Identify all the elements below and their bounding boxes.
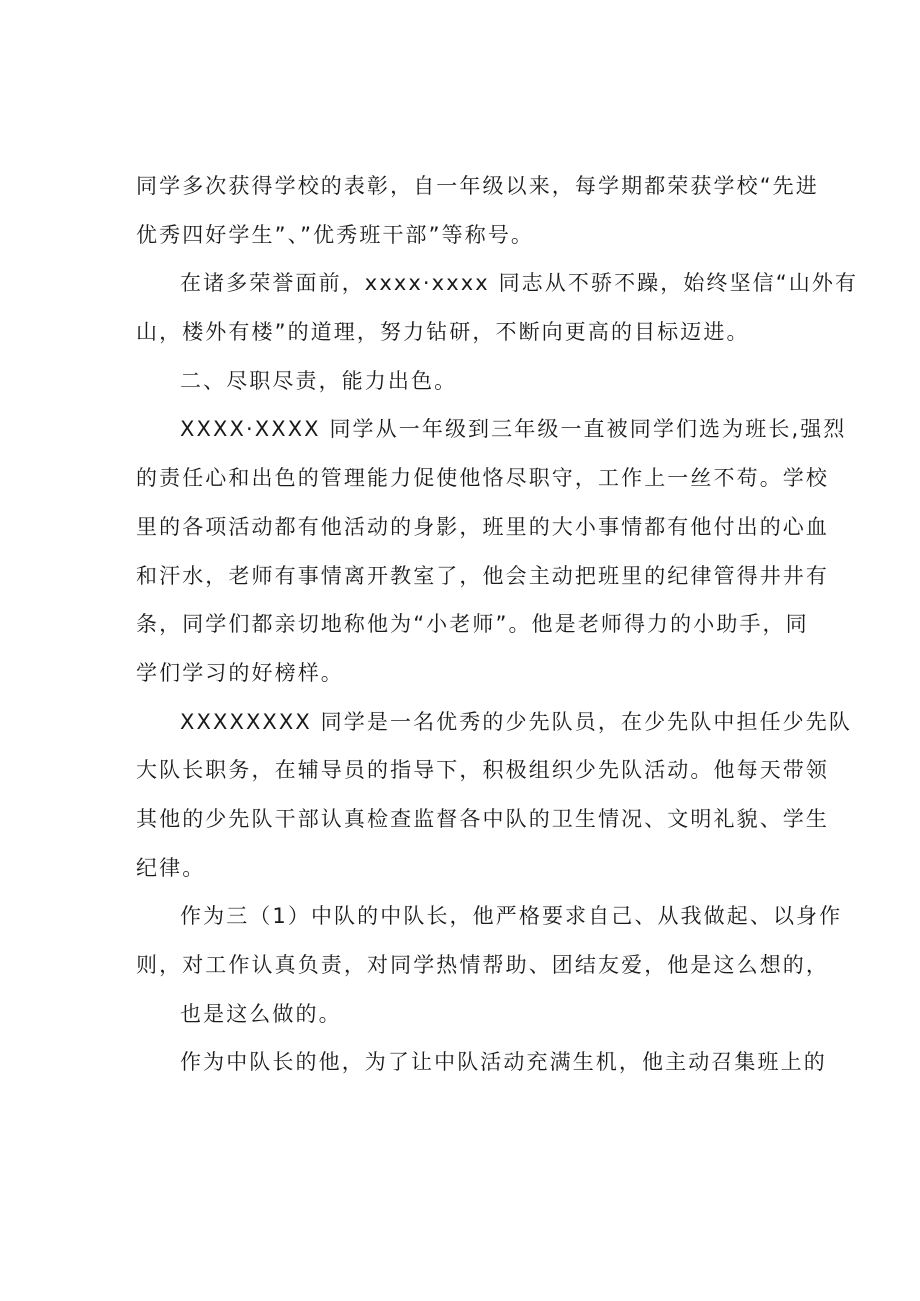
paragraph-p4 bbox=[136, 411, 847, 703]
text-line: 和汗水，老师有事情离开教室了，他会主动把班里的纪律管得井井有 bbox=[136, 563, 829, 588]
text-line: 在诸多荣誉面前，xxxx·xxxx 同志从不骄不躁，始终坚信“山外有 bbox=[180, 271, 859, 296]
paragraph-p5 bbox=[136, 704, 852, 899]
text-line: 纪律。 bbox=[136, 855, 206, 880]
text-line: 同学多次获得学校的表彰，自一年级以来，每学期都荣获学校“先进 bbox=[136, 174, 819, 198]
paragraph-p2 bbox=[136, 265, 859, 362]
text-line: 也是这么做的。 bbox=[180, 1001, 342, 1026]
text-line: 优秀四好学生”、”优秀班干部”等称号。 bbox=[136, 222, 535, 247]
text-line: XXXXXXXX 同学是一名优秀的少先队员，在少先队中担任少先队 bbox=[180, 709, 852, 734]
text-line: 作为中队长的他，为了让中队活动充满生机，他主动召集班上的 bbox=[180, 1050, 827, 1075]
paragraph-p7 bbox=[136, 1044, 827, 1093]
section-heading: 二、尽职尽责，能力出色。 bbox=[180, 368, 458, 393]
text-line: 作为三（1）中队的中队长，他严格要求自己、从我做起、以身作 bbox=[180, 904, 843, 929]
paragraph-p1 bbox=[136, 168, 819, 265]
text-line: XXXX·XXXX 同学从一年级到三年级一直被同学们选为班长,强烈 bbox=[180, 417, 847, 442]
text-line: 学们学习的好榜样。 bbox=[136, 660, 344, 685]
paragraph-p6 bbox=[136, 898, 843, 1044]
text-line: 则，对工作认真负责，对同学热情帮助、团结友爱，他是这么想的， bbox=[136, 953, 829, 977]
paragraph-p3 bbox=[136, 363, 796, 412]
text-line: 的责任心和出色的管理能力促使他恪尽职守，工作上一丝不苟。学校 bbox=[136, 466, 829, 491]
document-body bbox=[136, 168, 859, 1093]
text-line: 里的各项活动都有他活动的身影，班里的大小事情都有他付出的心血 bbox=[136, 514, 829, 539]
text-line: 条，同学们都亲切地称他为“小老师”。他是老师得力的小助手，同 bbox=[136, 612, 809, 637]
text-line: 山，楼外有楼”的道理，努力钻研，不断向更高的目标迈进。 bbox=[136, 320, 750, 345]
text-line: 其他的少先队干部认真检查监督各中队的卫生情况、文明礼貌、学生 bbox=[136, 806, 829, 831]
text-line: 大队长职务，在辅导员的指导下，积极组织少先队活动。他每天带领 bbox=[136, 758, 829, 783]
